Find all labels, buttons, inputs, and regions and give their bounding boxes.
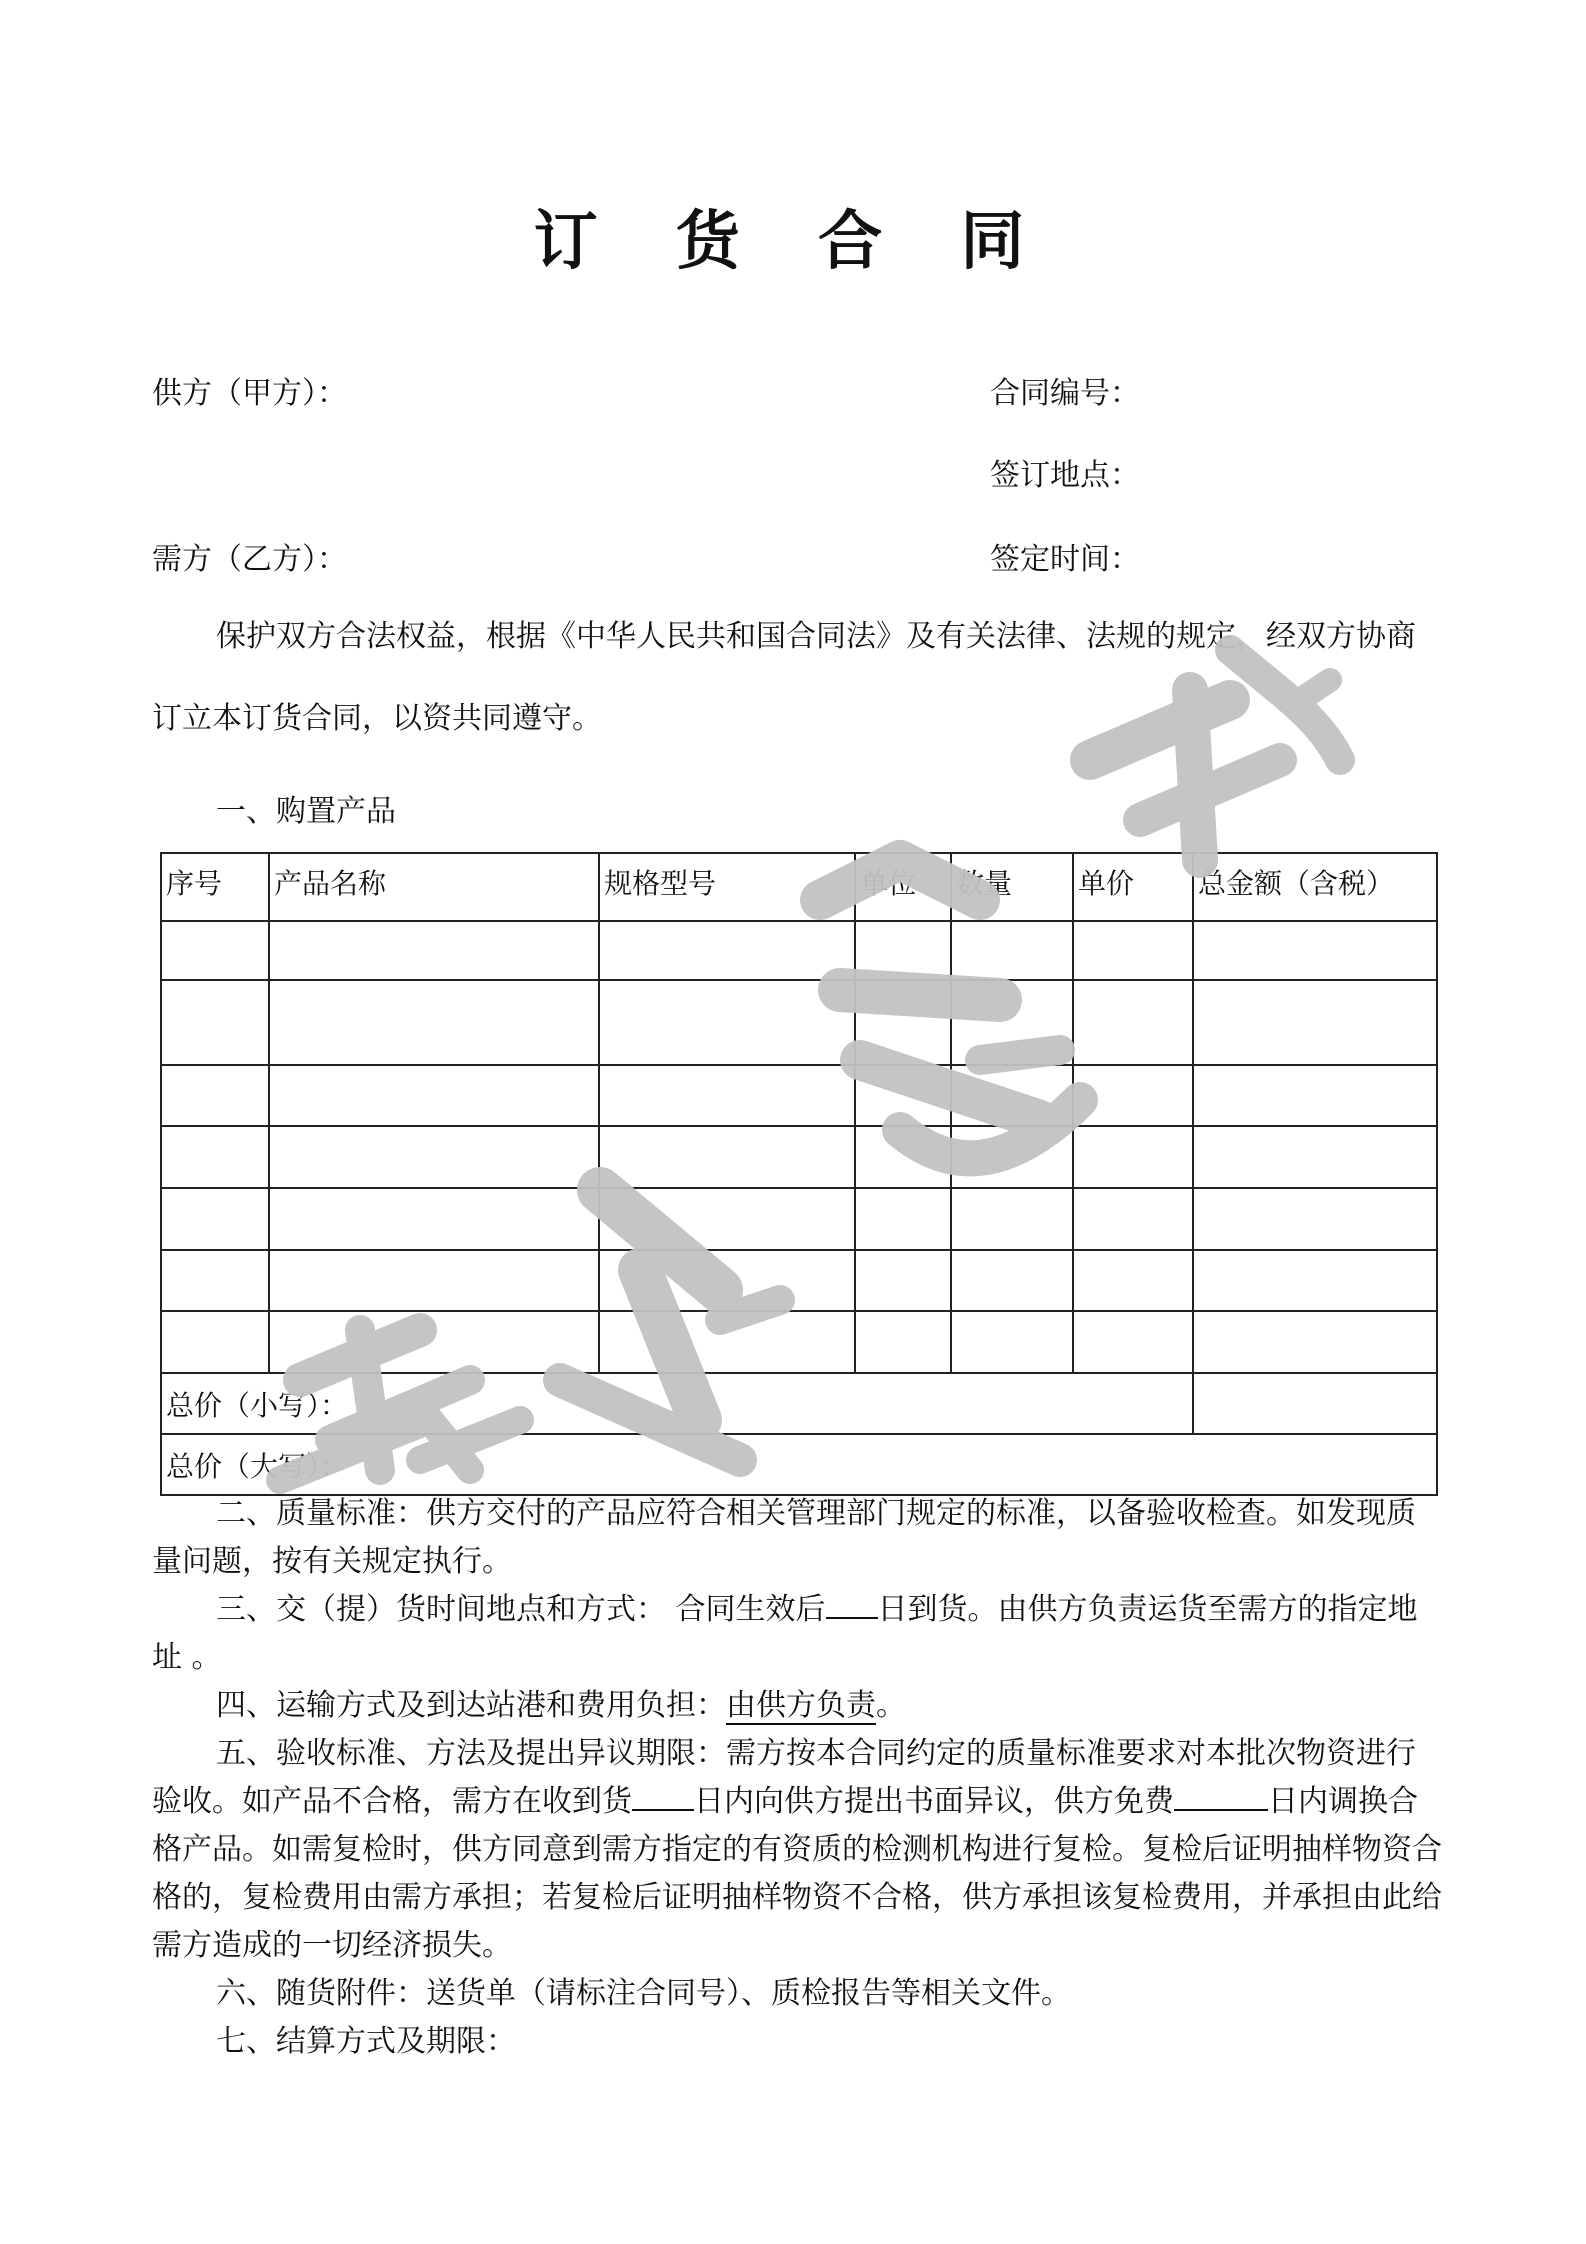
buyer-label: 需方（乙方）： <box>152 542 347 577</box>
table-cell[interactable] <box>951 1311 1073 1373</box>
clause-4-text-a: 四、运输方式及到达站港和费用负担： <box>216 1688 726 1723</box>
clause-2: 二、质量标准：供方交付的产品应符合相关管理部门规定的标准，以备验收检查。如发现质量问题，按有关规定执行。 <box>152 1496 1416 1579</box>
products-table <box>160 852 1438 1496</box>
header-unit-price: 单价 <box>1073 853 1193 921</box>
clause-5 <box>152 1730 1442 1970</box>
total-big-label: 总价（大写）： <box>161 1434 1437 1495</box>
table-cell[interactable] <box>951 921 1073 980</box>
supplier-label: 供方（甲方）： <box>152 376 347 411</box>
table-cell[interactable] <box>855 1065 951 1126</box>
table-cell[interactable] <box>951 1126 1073 1188</box>
table-cell[interactable] <box>161 1188 269 1250</box>
section-1-title: 一、购置产品 <box>216 794 396 829</box>
table-cell[interactable] <box>951 1065 1073 1126</box>
header-total-amount: 总金额（含税） <box>1193 853 1437 921</box>
table-cell[interactable] <box>1193 1065 1437 1126</box>
clause-3 <box>152 1586 1442 1682</box>
table-cell[interactable] <box>1073 980 1193 1065</box>
table-cell[interactable] <box>951 1250 1073 1311</box>
table-row <box>161 1065 1437 1126</box>
clause-4-text-c: 。 <box>876 1688 906 1723</box>
clause-3-text-a: 三、交（提）货时间地点和方式： 合同生效后 <box>216 1592 826 1627</box>
table-cell[interactable] <box>1193 1250 1437 1311</box>
intro-paragraph <box>152 596 1442 760</box>
table-cell[interactable] <box>269 1126 599 1188</box>
table-row <box>161 1126 1437 1188</box>
total-small-value-cell[interactable] <box>1193 1373 1437 1434</box>
header-product-name: 产品名称 <box>269 853 599 921</box>
clause-7: 七、结算方式及期限： <box>216 2024 516 2059</box>
clause-4-underlined: 由供方负责 <box>726 1688 876 1723</box>
header-index: 序号 <box>161 853 269 921</box>
clauses-block <box>152 1490 1442 2066</box>
table-cell[interactable] <box>1073 1188 1193 1250</box>
header-quantity: 数量 <box>951 853 1073 921</box>
table-cell[interactable] <box>599 1188 855 1250</box>
table-cell[interactable] <box>269 1188 599 1250</box>
table-cell[interactable] <box>855 1126 951 1188</box>
table-cell[interactable] <box>161 1065 269 1126</box>
table-cell[interactable] <box>1193 921 1437 980</box>
table-cell[interactable] <box>1193 1126 1437 1188</box>
table-cell[interactable] <box>1193 1188 1437 1250</box>
table-row <box>161 1311 1437 1373</box>
page-title: 订 货 合 同 <box>533 205 1053 279</box>
table-cell[interactable] <box>1073 1065 1193 1126</box>
intro-text: 保护双方合法权益，根据《中华人民共和国合同法》及有关法律、法规的规定，经双方协商订立本订货合同，以资共同遵守。 <box>152 619 1416 736</box>
table-cell[interactable] <box>1193 1311 1437 1373</box>
table-cell[interactable] <box>855 1250 951 1311</box>
table-cell[interactable] <box>951 980 1073 1065</box>
table-cell[interactable] <box>161 921 269 980</box>
table-header-row <box>161 853 1437 921</box>
clause-5-text-c: 日内调换合格产品。如需复检时，供方同意到需方指定的有资质的检测机构进行复检。复检后证明抽样物资合格的，复检费用由需方承担；若复检后证明抽样物资不合格，供方承担该复检费用，并承担由此给需方造成的一切经济损失。 <box>152 1784 1442 1963</box>
table-cell[interactable] <box>599 980 855 1065</box>
table-cell[interactable] <box>161 1126 269 1188</box>
table-cell[interactable] <box>855 1188 951 1250</box>
table-cell[interactable] <box>1193 980 1437 1065</box>
table-cell[interactable] <box>599 1311 855 1373</box>
total-small-label: 总价（小写）： <box>161 1373 1193 1434</box>
delivery-days-blank[interactable] <box>826 1587 878 1619</box>
table-cell[interactable] <box>269 921 599 980</box>
table-row <box>161 1250 1437 1311</box>
clause-5-text-b: 日内向供方提出书面异议，供方免费 <box>694 1784 1174 1819</box>
table-row <box>161 921 1437 980</box>
table-cell[interactable] <box>269 1311 599 1373</box>
table-cell[interactable] <box>599 1065 855 1126</box>
clause-5-text-a: 五、验收标准、方法及提出异议期限：需方按本合同约定的质量标准要求对本批次物资进行验收。如产品不合格，需方在收到货 <box>152 1736 1416 1819</box>
contract-no-label: 合同编号： <box>990 376 1140 411</box>
objection-days-blank[interactable] <box>632 1779 694 1811</box>
table-row <box>161 980 1437 1065</box>
clause-6: 六、随货附件：送货单（请标注合同号）、质检报告等相关文件。 <box>216 1976 1071 2011</box>
table-cell[interactable] <box>855 1311 951 1373</box>
exchange-days-blank[interactable] <box>1174 1779 1268 1811</box>
total-big-row <box>161 1434 1437 1495</box>
header-unit: 单位 <box>855 853 951 921</box>
table-row <box>161 1188 1437 1250</box>
table-cell[interactable] <box>269 1065 599 1126</box>
sign-place-label: 签订地点： <box>990 458 1140 493</box>
table-cell[interactable] <box>855 921 951 980</box>
header-spec: 规格型号 <box>599 853 855 921</box>
table-cell[interactable] <box>951 1188 1073 1250</box>
table-cell[interactable] <box>161 1311 269 1373</box>
table-cell[interactable] <box>269 1250 599 1311</box>
clause-4 <box>152 1682 1442 1730</box>
table-cell[interactable] <box>161 1250 269 1311</box>
total-small-row <box>161 1373 1437 1434</box>
table-cell[interactable] <box>599 1126 855 1188</box>
table-cell[interactable] <box>599 1250 855 1311</box>
table-cell[interactable] <box>1073 1250 1193 1311</box>
table-cell[interactable] <box>161 980 269 1065</box>
table-cell[interactable] <box>1073 1311 1193 1373</box>
table-cell[interactable] <box>1073 1126 1193 1188</box>
table-cell[interactable] <box>855 980 951 1065</box>
clause-3-text-b: 日到货。由供方负责运货至需方的指定地址 。 <box>152 1592 1418 1675</box>
sign-time-label: 签定时间： <box>990 542 1140 577</box>
table-cell[interactable] <box>269 980 599 1065</box>
table-cell[interactable] <box>1073 921 1193 980</box>
table-cell[interactable] <box>599 921 855 980</box>
